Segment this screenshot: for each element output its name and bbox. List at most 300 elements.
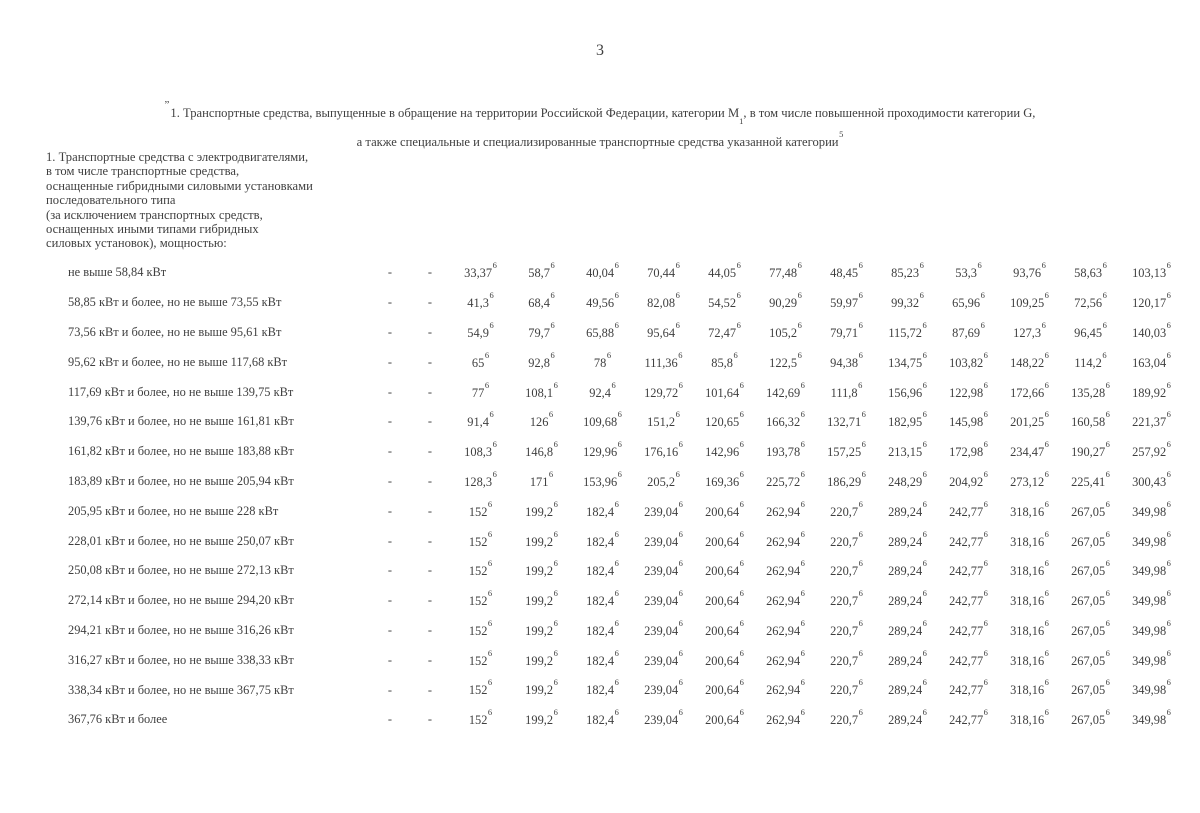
- value-cell: [816, 318, 877, 348]
- value-cell: [633, 586, 694, 616]
- footnote-ref-6: 6: [858, 677, 863, 688]
- table-row: [46, 258, 1182, 288]
- cell-value: 220,7: [830, 624, 859, 639]
- footnote-ref-6: 6: [614, 707, 619, 718]
- cell-value: 72,47: [708, 326, 737, 341]
- power-table-body: [46, 258, 1182, 735]
- value-cell: [816, 586, 877, 616]
- value-cell: [572, 288, 633, 318]
- footnote-ref-6: 6: [800, 677, 805, 688]
- value-cell: [999, 258, 1060, 288]
- value-cell: [938, 437, 999, 467]
- footnote-ref-6: 6: [678, 349, 683, 360]
- footnote-ref-6: 6: [614, 528, 619, 539]
- value-cell: [1121, 467, 1182, 497]
- value-cell: [450, 377, 511, 407]
- table-row: [46, 347, 1182, 377]
- footnote-ref-6: 6: [553, 379, 558, 390]
- value-cell: [938, 377, 999, 407]
- value-cell: [694, 675, 755, 705]
- value-cell: [999, 437, 1060, 467]
- footnote-ref-6: 6: [1044, 558, 1049, 569]
- value-cell: [511, 467, 572, 497]
- description-line: в том числе транспортные средства,: [46, 164, 240, 179]
- cell-value: 201,25: [1010, 415, 1045, 430]
- footnote-ref-6: 6: [736, 319, 741, 330]
- cell-value: 220,7: [830, 594, 859, 609]
- value-cell: [1060, 258, 1121, 288]
- table-row: [46, 556, 1182, 586]
- footnote-ref-6: 6: [980, 290, 985, 301]
- table-row: [46, 467, 1182, 497]
- footnote-ref-6: 6: [1102, 260, 1107, 271]
- footnote-ref-6: 6: [1041, 319, 1046, 330]
- footnote-ref-6: 6: [553, 588, 558, 599]
- footnote-ref-6: 6: [614, 617, 619, 628]
- cell-value: 92,4: [589, 385, 611, 400]
- value-cell: [511, 347, 572, 377]
- value-cell: [633, 377, 694, 407]
- cell-value: 318,16: [1010, 564, 1045, 579]
- empty-cell: -: [387, 652, 393, 667]
- value-cell: [999, 705, 1060, 735]
- cell-value: 54,9: [467, 326, 489, 341]
- footnote-ref-6: 6: [617, 468, 622, 479]
- footnote-ref-6: 6: [800, 528, 805, 539]
- value-cell: [938, 258, 999, 288]
- value-cell: [694, 556, 755, 586]
- cell-value: 152: [468, 653, 488, 668]
- empty-cell: -: [427, 503, 433, 518]
- footnote-ref-6: 6: [858, 290, 863, 301]
- cell-value: 103,13: [1132, 266, 1167, 281]
- footnote-ref-6: 6: [1105, 588, 1110, 599]
- cell-value: 200,64: [705, 564, 740, 579]
- footnote-ref-6: 6: [487, 617, 493, 628]
- value-cell: [877, 467, 938, 497]
- value-cell: [877, 705, 938, 735]
- value-cell: [633, 556, 694, 586]
- footnote-ref-6: 6: [1044, 409, 1049, 420]
- cell-value: 262,94: [766, 653, 801, 668]
- value-cell: [877, 645, 938, 675]
- value-cell: [1060, 675, 1121, 705]
- value-cell: [1121, 407, 1182, 437]
- value-cell: [572, 318, 633, 348]
- value-cell: [999, 556, 1060, 586]
- value-cell: [694, 258, 755, 288]
- footnote-ref-6: 6: [550, 349, 555, 360]
- value-cell: [450, 675, 511, 705]
- cell-value: 221,37: [1132, 415, 1167, 430]
- value-cell: [877, 437, 938, 467]
- value-cell: [572, 258, 633, 288]
- cell-value: 289,24: [888, 504, 923, 519]
- cell-value: 182,4: [586, 534, 615, 549]
- value-cell: [511, 258, 572, 288]
- value-cell: [694, 526, 755, 556]
- value-cell: [1060, 347, 1121, 377]
- value-cell: [450, 616, 511, 646]
- footnote-ref-6: 6: [858, 379, 863, 390]
- footnote-ref-6: 6: [614, 647, 619, 658]
- row-label: 294,21 кВт и более, но не выше 316,26 кВт: [68, 622, 294, 637]
- value-cell: [938, 586, 999, 616]
- cell-value: 108,3: [464, 445, 493, 460]
- empty-cell: -: [387, 324, 393, 339]
- cell-value: 199,2: [525, 564, 554, 579]
- empty-cell: -: [387, 473, 393, 488]
- empty-cell: -: [427, 295, 433, 310]
- cell-value: 132,71: [827, 415, 862, 430]
- value-cell: [450, 407, 511, 437]
- empty-cell: -: [427, 563, 433, 578]
- cell-value: 77,48: [769, 266, 798, 281]
- cell-value: 267,05: [1071, 504, 1106, 519]
- footnote-ref-6: 6: [614, 588, 619, 599]
- value-cell: [511, 586, 572, 616]
- cell-value: 91,4: [467, 415, 489, 430]
- cell-value: 109,25: [1010, 296, 1045, 311]
- value-cell: [511, 437, 572, 467]
- footnote-ref-6: 6: [922, 558, 927, 569]
- footnote-ref-6: 6: [922, 468, 927, 479]
- table-row: [46, 377, 1182, 407]
- footnote-ref-6: 6: [739, 468, 744, 479]
- value-cell: [694, 467, 755, 497]
- cell-value: 171: [529, 475, 549, 490]
- value-cell: [450, 347, 511, 377]
- footnote-ref-6: 6: [739, 409, 744, 420]
- cell-value: 172,98: [949, 445, 984, 460]
- cell-value: 53,3: [955, 266, 977, 281]
- footnote-ref-6: 6: [678, 677, 683, 688]
- value-cell: [694, 318, 755, 348]
- cell-value: 182,4: [586, 594, 615, 609]
- footnote-ref-6: 6: [861, 468, 866, 479]
- cell-value: 300,43: [1132, 475, 1167, 490]
- cell-value: 96,45: [1074, 326, 1103, 341]
- footnote-ref-6: 6: [800, 409, 805, 420]
- footnote-ref-6: 6: [858, 558, 863, 569]
- value-cell: [633, 347, 694, 377]
- value-cell: [1060, 556, 1121, 586]
- value-cell: [999, 347, 1060, 377]
- footnote-ref-6: 6: [1105, 528, 1110, 539]
- footnote-ref-6: 6: [922, 379, 927, 390]
- value-cell: [816, 288, 877, 318]
- cell-value: 225,72: [766, 475, 801, 490]
- value-cell: [755, 377, 816, 407]
- footnote-ref-6: 6: [1166, 468, 1171, 479]
- table-row: [46, 586, 1182, 616]
- cell-value: 273,12: [1010, 475, 1045, 490]
- footnote-ref-6: 6: [739, 379, 744, 390]
- value-cell: [938, 288, 999, 318]
- table-row: [46, 645, 1182, 675]
- cell-value: 152: [468, 624, 488, 639]
- value-cell: [450, 318, 511, 348]
- footnote-ref-6: 6: [553, 707, 558, 718]
- empty-cell: -: [427, 652, 433, 667]
- value-cell: [755, 616, 816, 646]
- value-cell: [511, 645, 572, 675]
- value-cell: [450, 496, 511, 526]
- footnote-ref-6: 6: [739, 558, 744, 569]
- value-cell: [755, 407, 816, 437]
- cell-value: 213,15: [888, 445, 923, 460]
- value-cell: [999, 407, 1060, 437]
- footnote-ref-6: 6: [614, 558, 619, 569]
- cell-value: 148,22: [1010, 355, 1045, 370]
- value-cell: [511, 288, 572, 318]
- footnote-ref-6: 6: [739, 588, 744, 599]
- value-cell: [999, 645, 1060, 675]
- cell-value: 58,63: [1074, 266, 1103, 281]
- empty-cell: -: [387, 712, 393, 727]
- value-cell: [694, 586, 755, 616]
- footnote-ref-6: 6: [675, 468, 680, 479]
- value-cell: [633, 705, 694, 735]
- footnote-ref-6: 6: [800, 558, 805, 569]
- cell-value: 182,95: [888, 415, 923, 430]
- cell-value: 239,04: [644, 713, 679, 728]
- description-line: (за исключением транспортных средств,: [46, 207, 263, 222]
- footnote-ref-6: 6: [1166, 707, 1171, 718]
- value-cell: [755, 556, 816, 586]
- footnote-ref-6: 6: [1166, 439, 1171, 450]
- empty-cell: -: [427, 354, 433, 369]
- cell-value: 199,2: [525, 713, 554, 728]
- footnote-ref-6: 6: [739, 439, 744, 450]
- value-cell: [816, 437, 877, 467]
- footnote-ref-6: 6: [800, 379, 805, 390]
- footnote-ref-6: 6: [977, 260, 982, 271]
- value-cell: [1060, 705, 1121, 735]
- footnote-ref-6: 6: [1105, 409, 1110, 420]
- footnote-ref-6: 6: [919, 290, 924, 301]
- value-cell: [1121, 705, 1182, 735]
- value-cell: [694, 437, 755, 467]
- empty-cell: -: [427, 473, 433, 488]
- cell-value: 190,27: [1071, 445, 1106, 460]
- value-cell: [816, 467, 877, 497]
- value-cell: [511, 705, 572, 735]
- cell-value: 72,56: [1074, 296, 1103, 311]
- value-cell: [511, 407, 572, 437]
- cell-value: 267,05: [1071, 534, 1106, 549]
- empty-cell: -: [387, 444, 393, 459]
- footnote-ref-6: 6: [678, 528, 683, 539]
- cell-value: 193,78: [766, 445, 801, 460]
- value-cell: [938, 467, 999, 497]
- value-cell: [1060, 645, 1121, 675]
- value-cell: [1121, 556, 1182, 586]
- cell-value: 242,77: [949, 504, 984, 519]
- footnote-ref-6: 6: [922, 319, 927, 330]
- value-cell: [511, 377, 572, 407]
- value-cell: [694, 407, 755, 437]
- empty-cell: -: [387, 503, 393, 518]
- value-cell: [816, 705, 877, 735]
- cell-value: 242,77: [949, 594, 984, 609]
- cell-value: 79,71: [830, 326, 859, 341]
- footnote-ref-6: 6: [983, 468, 988, 479]
- cell-value: 239,04: [644, 564, 679, 579]
- row-label: 58,85 кВт и более, но не выше 73,55 кВт: [68, 295, 282, 310]
- value-cell: [694, 288, 755, 318]
- value-cell: [877, 526, 938, 556]
- cell-value: 77: [471, 385, 485, 400]
- row-label: 73,56 кВт и более, но не выше 95,61 кВт: [68, 324, 282, 339]
- value-cell: [755, 437, 816, 467]
- footnote-ref-6: 6: [487, 677, 493, 688]
- cell-value: 262,94: [766, 564, 801, 579]
- footnote-ref-6: 6: [858, 617, 863, 628]
- value-cell: [633, 496, 694, 526]
- value-cell: [877, 675, 938, 705]
- value-cell: [938, 407, 999, 437]
- value-cell: [1121, 526, 1182, 556]
- value-cell: [755, 318, 816, 348]
- footnote-ref-6: 6: [487, 647, 493, 658]
- row-label: 228,01 кВт и более, но не выше 250,07 кВт: [68, 533, 294, 548]
- cell-value: 122,98: [949, 385, 984, 400]
- footnote-ref-6: 6: [492, 260, 497, 271]
- footnote-ref-6: 6: [739, 617, 744, 628]
- cell-value: 176,16: [644, 445, 679, 460]
- cell-value: 349,98: [1132, 564, 1167, 579]
- value-cell: [877, 258, 938, 288]
- footnote-ref-6: 6: [1105, 498, 1110, 509]
- footnote-ref-6: 6: [1044, 528, 1049, 539]
- cell-value: 111,8: [830, 385, 858, 400]
- footnote-ref-6: 6: [858, 319, 863, 330]
- footnote-ref-6: 6: [487, 558, 493, 569]
- footnote-ref-6: 6: [1166, 647, 1171, 658]
- value-cell: [572, 377, 633, 407]
- cell-value: 289,24: [888, 713, 923, 728]
- footnote-ref-6: 6: [861, 439, 866, 450]
- footnote-ref-6: 6: [678, 647, 683, 658]
- cell-value: 153,96: [583, 475, 618, 490]
- category-description: [46, 150, 313, 251]
- cell-value: 199,2: [525, 594, 554, 609]
- cell-value: 85,23: [891, 266, 920, 281]
- footnote-ref-6: 6: [922, 677, 927, 688]
- cell-value: 152: [468, 683, 488, 698]
- row-label: 139,76 кВт и более, но не выше 161,81 кВт: [68, 414, 294, 429]
- footnote-ref-6: 6: [922, 617, 927, 628]
- cell-value: 129,96: [583, 445, 618, 460]
- footnote-ref-6: 6: [1105, 558, 1110, 569]
- value-cell: [877, 377, 938, 407]
- cell-value: 94,38: [830, 355, 859, 370]
- table-row: [46, 496, 1182, 526]
- empty-cell: -: [387, 593, 393, 608]
- value-cell: [1121, 616, 1182, 646]
- value-cell: [938, 675, 999, 705]
- cell-value: 200,64: [705, 594, 740, 609]
- footnote-ref-6: 6: [611, 379, 616, 390]
- footnote-ref-6: 6: [492, 439, 497, 450]
- table-row: [46, 616, 1182, 646]
- value-cell: [694, 347, 755, 377]
- cell-value: 126: [529, 415, 549, 430]
- footnote-ref-6: 6: [1044, 439, 1049, 450]
- value-cell: [572, 347, 633, 377]
- footnote-ref-6: 6: [922, 349, 927, 360]
- value-cell: [572, 675, 633, 705]
- footnote-ref-6: 6: [1102, 349, 1107, 360]
- cell-value: 99,32: [891, 296, 920, 311]
- value-cell: [450, 705, 511, 735]
- cell-value: 142,69: [766, 385, 801, 400]
- cell-value: 68,4: [528, 296, 550, 311]
- cell-value: 182,4: [586, 504, 615, 519]
- footnote-ref-6: 6: [739, 498, 744, 509]
- cell-value: 242,77: [949, 534, 984, 549]
- row-label: не выше 58,84 кВт: [68, 265, 167, 280]
- empty-cell: -: [387, 295, 393, 310]
- value-cell: [572, 407, 633, 437]
- cell-value: 111,36: [644, 355, 678, 370]
- value-cell: [450, 556, 511, 586]
- opening-quote-mark: ”: [164, 99, 170, 111]
- cell-value: 105,2: [769, 326, 798, 341]
- cell-value: 349,98: [1132, 624, 1167, 639]
- value-cell: [1121, 645, 1182, 675]
- cell-value: 142,96: [705, 445, 740, 460]
- value-cell: [1121, 377, 1182, 407]
- value-cell: [816, 645, 877, 675]
- value-cell: [572, 467, 633, 497]
- cell-value: 248,29: [888, 475, 923, 490]
- cell-value: 349,98: [1132, 683, 1167, 698]
- footnote-ref-6: 6: [1166, 558, 1171, 569]
- cell-value: 182,4: [586, 713, 615, 728]
- footnote-ref-6: 6: [678, 588, 683, 599]
- footnote-ref-6: 6: [800, 468, 805, 479]
- cell-value: 200,64: [705, 653, 740, 668]
- cell-value: 200,64: [705, 504, 740, 519]
- footnote-ref-6: 6: [983, 379, 988, 390]
- cell-value: 146,8: [525, 445, 554, 460]
- footnote-ref-6: 6: [614, 319, 619, 330]
- footnote-ref-6: 6: [1166, 498, 1171, 509]
- footnote-ref-6: 6: [922, 588, 927, 599]
- value-cell: [877, 347, 938, 377]
- cell-value: 242,77: [949, 624, 984, 639]
- footnote-ref-6: 6: [922, 409, 927, 420]
- value-cell: [877, 318, 938, 348]
- cell-value: 205,2: [647, 475, 676, 490]
- cell-value: 129,72: [644, 385, 679, 400]
- empty-cell: -: [387, 533, 393, 548]
- page-number: 3: [596, 42, 604, 59]
- empty-cell: -: [387, 354, 393, 369]
- cell-value: 267,05: [1071, 564, 1106, 579]
- footnote-ref-6: 6: [1105, 439, 1110, 450]
- cell-value: 220,7: [830, 713, 859, 728]
- cell-value: 289,24: [888, 683, 923, 698]
- value-cell: [1121, 318, 1182, 348]
- row-label: 205,95 кВт и более, но не выше 228 кВт: [68, 503, 279, 518]
- cell-value: 289,24: [888, 624, 923, 639]
- value-cell: [816, 258, 877, 288]
- cell-value: 166,32: [766, 415, 801, 430]
- table-row: [46, 288, 1182, 318]
